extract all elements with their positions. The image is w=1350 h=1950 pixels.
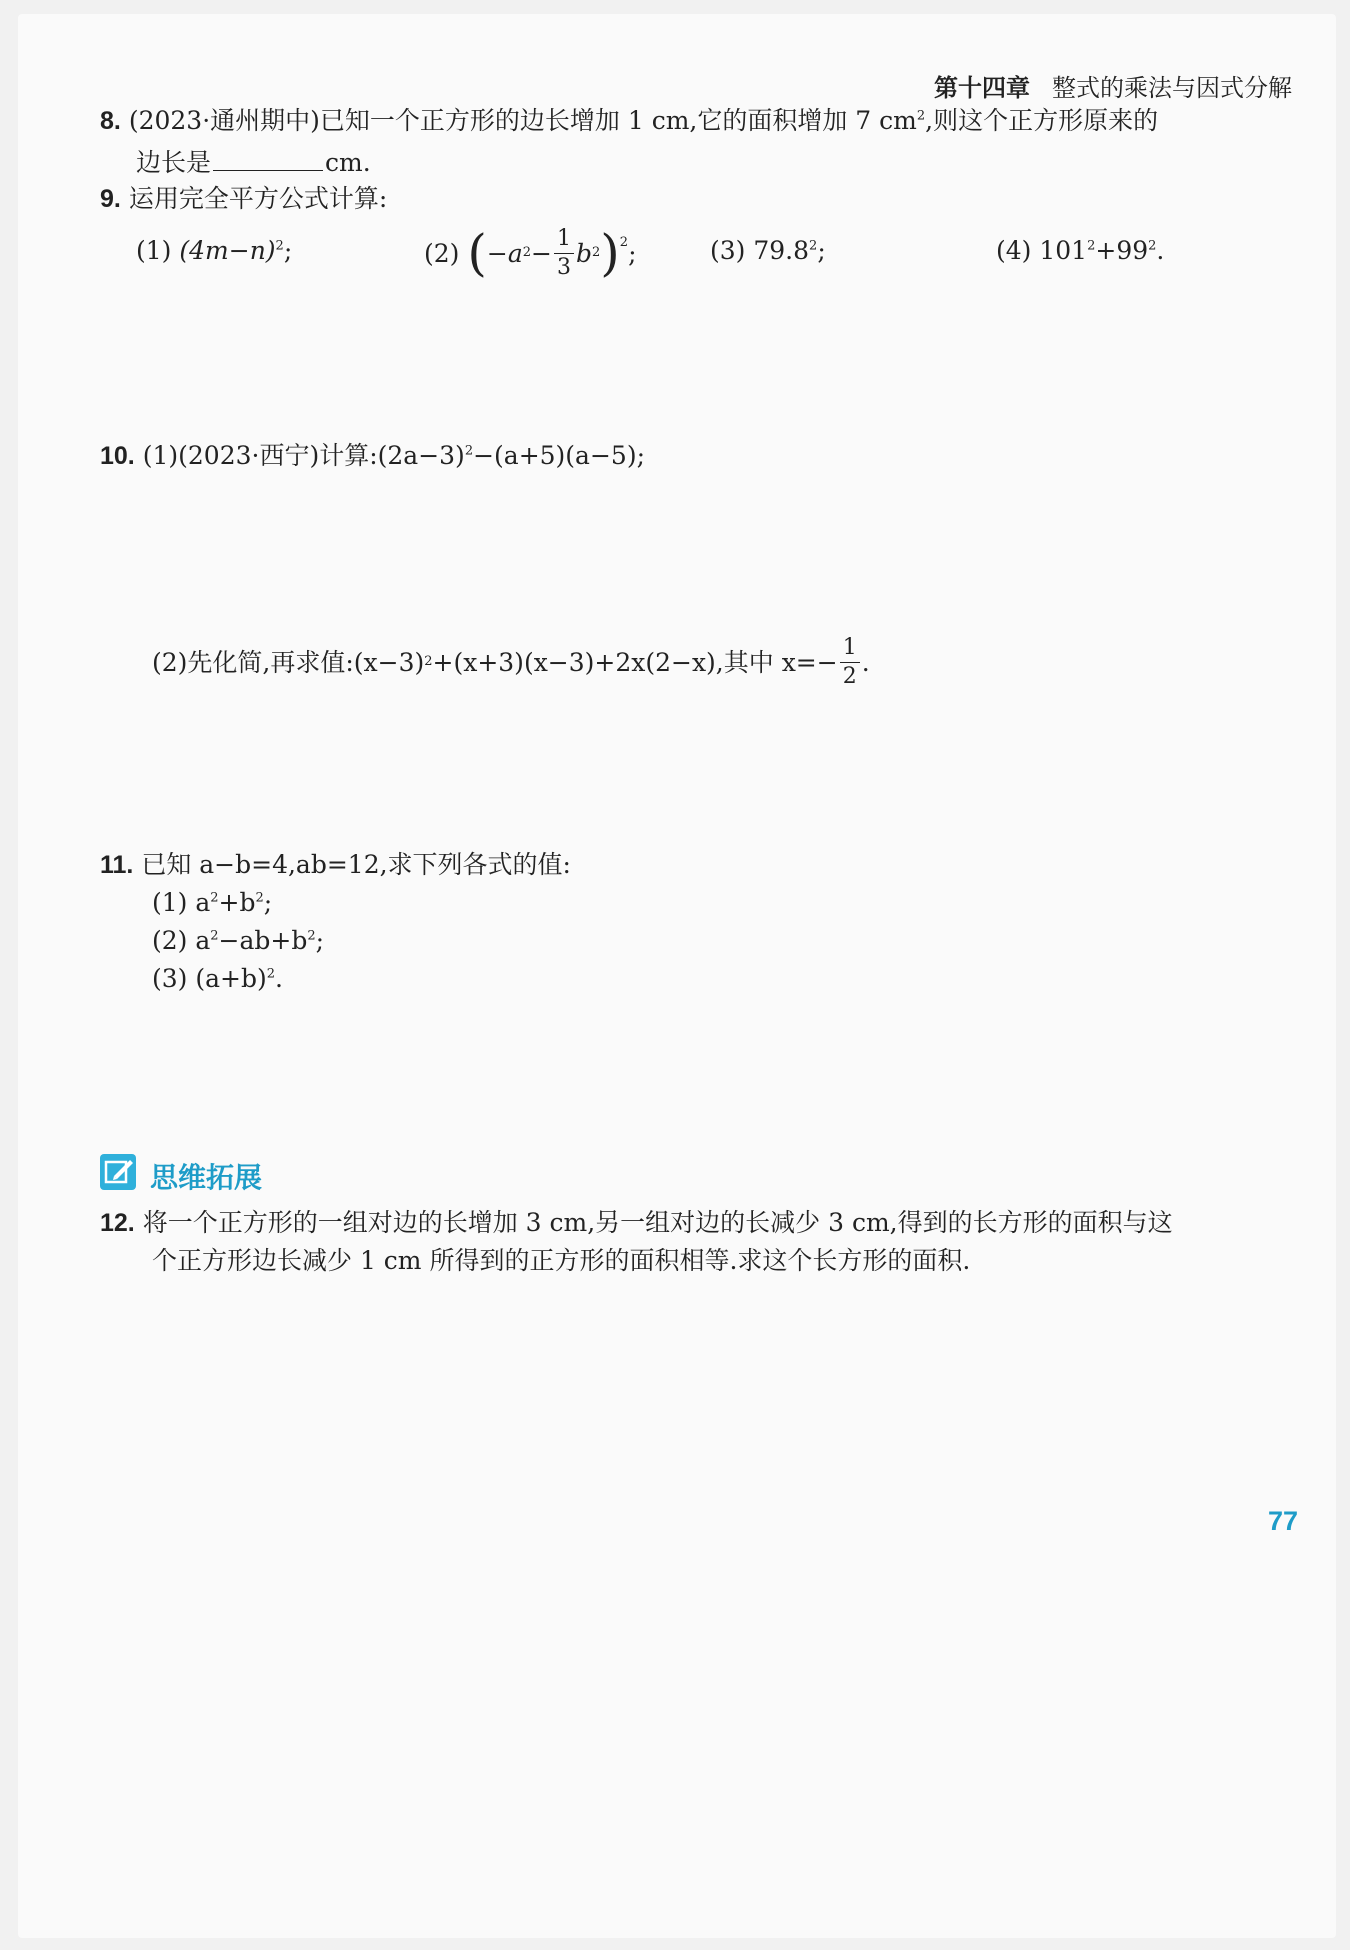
question-9-stem (100, 186, 387, 212)
q11-s3-expr: (3) (a+b) (152, 964, 267, 993)
frac-denominator: 3 (556, 254, 571, 280)
punct: ; (283, 236, 293, 265)
sup: 2 (809, 238, 818, 254)
question-number: 9. (100, 185, 121, 213)
punct: ; (628, 238, 637, 268)
question-12-line2 (152, 1248, 970, 1273)
edit-icon (100, 1154, 136, 1190)
frac-denominator: 2 (842, 663, 857, 689)
q10-p1-text: (1)(2023·西宁)计算:(2a−3) (142, 441, 465, 470)
sup: 2 (210, 890, 219, 906)
sup: 2 (307, 928, 316, 944)
chapter-title: 整式的乘法与因式分解 (1052, 75, 1292, 102)
punct: . (275, 964, 283, 993)
q11-subpart-3 (152, 966, 283, 991)
minus: − (531, 238, 552, 268)
q9-part-2: (2) ( −a 2 − $\frac{1}{3}$ b 2 ) $^2$ ; (424, 224, 637, 282)
q11-subpart-2 (152, 928, 324, 953)
q9-part-4 (996, 238, 1164, 263)
page-number: 77 (1267, 1506, 1298, 1536)
fraction (840, 634, 860, 689)
q9-p4-a: 101 (1039, 236, 1088, 265)
sup: 2 (255, 890, 264, 906)
frac-numerator: 1 (554, 228, 574, 254)
q11-s1-a: (1) a (152, 888, 211, 917)
q9-part-1 (136, 238, 292, 263)
question-8-line1 (100, 108, 1158, 134)
question-10-part-2: (2)先化简,再求值:(x−3) 2 +(x+3)(x−3)+2x(2−x),其中 x=− $\frac{1}{2}$ . (152, 634, 870, 689)
q8-sup: 2 (916, 108, 926, 124)
q8-text-end: ,则这个正方形原来的 (925, 106, 1159, 135)
part-label: (2) (424, 238, 460, 268)
punct: ; (263, 888, 273, 917)
part-label: (3) (710, 236, 746, 265)
punct: ; (817, 236, 826, 265)
q12-text-end: 个正方形边长减少 1 cm 所得到的正方形的面积相等.求这个长方形的面积. (152, 1246, 971, 1275)
question-number: 10. (100, 442, 135, 470)
q8-line2-pre: 边长是 (136, 148, 212, 177)
sup: 2 (1087, 238, 1096, 254)
section-title: 思维拓展 (150, 1162, 263, 1193)
sup: 2 (1148, 238, 1157, 254)
part-label: (4) (996, 236, 1032, 265)
punct: . (861, 647, 870, 677)
q9-stem-text: 运用完全平方公式计算: (128, 184, 388, 213)
q12-text: 将一个正方形的一组对边的长增加 3 cm,另一组对边的长减少 3 cm,得到的长方形的面积与这 (142, 1208, 1173, 1237)
answer-blank[interactable] (213, 148, 323, 171)
left-paren: ( (467, 224, 487, 282)
question-10-part-1 (100, 443, 645, 469)
frac-numerator: 1 (840, 637, 860, 663)
chapter-number: 第十四章 (934, 75, 1030, 102)
sup: 2 (210, 928, 219, 944)
q8-text: (2023·通州期中)已知一个正方形的边长增加 1 cm,它的面积增加 7 cm (128, 106, 917, 135)
fraction (554, 225, 574, 280)
q10-p2-text: (2)先化简,再求值:(x−3) (152, 647, 425, 677)
q11-subpart-1 (152, 890, 272, 915)
q9-part-3 (710, 238, 826, 263)
q9-p2-a: −a (486, 238, 523, 268)
right-paren: ) (600, 224, 620, 282)
q10-p2-text-end: +(x+3)(x−3)+2x(2−x),其中 x=− (432, 647, 838, 677)
question-8-line2 (136, 148, 371, 175)
q8-line2-post: cm. (325, 148, 371, 177)
q11-s2-b: −ab+b (218, 926, 308, 955)
q9-p2-b: b (575, 238, 592, 268)
q9-p1-expr: (4m−n) (179, 236, 276, 265)
sup: 2 (464, 443, 474, 459)
question-number: 11. (100, 851, 134, 879)
q9-p3-expr: 79.8 (753, 236, 810, 265)
q11-s2-a: (2) a (152, 926, 211, 955)
q10-p1-text-end: −(a+5)(a−5); (473, 441, 645, 470)
q9-p4-b: +99 (1095, 236, 1149, 265)
question-12-line1 (100, 1210, 1173, 1236)
chapter-header (934, 68, 1292, 103)
punct: ; (315, 926, 325, 955)
sup: 2 (275, 238, 284, 254)
part-label: (1) (136, 236, 172, 265)
question-11-stem (100, 852, 571, 878)
punct: . (1156, 236, 1165, 265)
q11-s1-b: +b (218, 888, 256, 917)
question-number: 12. (100, 1209, 135, 1237)
q11-stem-text: 已知 a−b=4,ab=12,求下列各式的值: (141, 850, 571, 879)
question-number: 8. (100, 107, 121, 135)
sup: 2 (266, 966, 276, 982)
